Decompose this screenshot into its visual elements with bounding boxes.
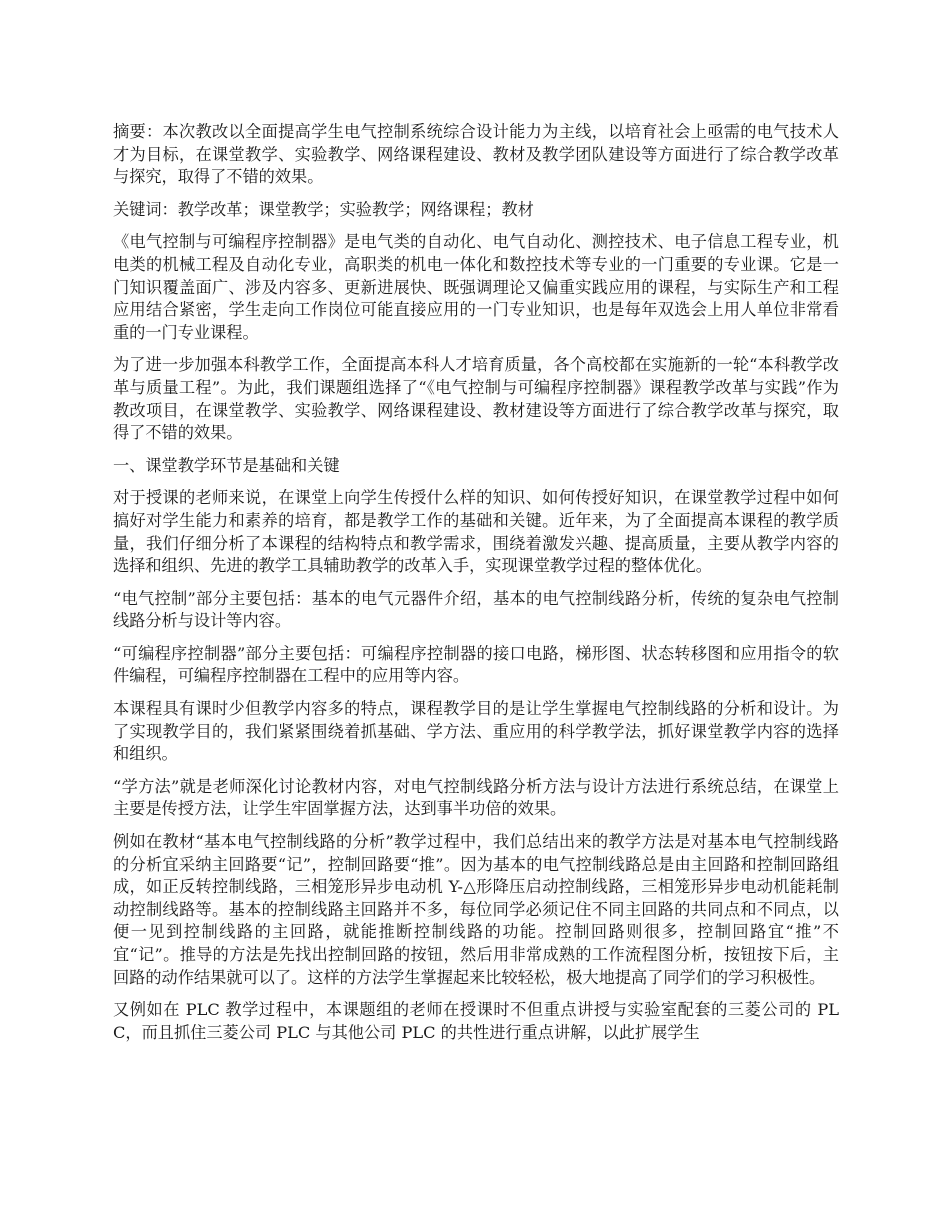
body-paragraph: “电气控制”部分主要包括：基本的电气元器件介绍，基本的电气控制线路分析，传统的复杂电气控制线路分析与设计等内容。 — [113, 588, 839, 631]
body-paragraph: 为了进一步加强本科教学工作，全面提高本科人才培育质量，各个高校都在实施新的一轮“本科教学改革与质量工程”。为此，我们课题组选择了“《电气控制与可编程序控制器》课程教学改革与实践”作为教改项目，在课堂教学、实验教学、网络课程建设、教材建设等方面进行了综合教学改革与探究，取得了不错的效果。 — [113, 355, 839, 443]
section-heading: 一、课堂教学环节是基础和关键 — [113, 455, 340, 475]
document-page — [113, 121, 839, 1054]
abstract-paragraph: 摘要：本次教改以全面提高学生电气控制系统综合设计能力为主线，以培育社会上亟需的电气技术人才为目标，在课堂教学、实验教学、网络课程建设、教材及教学团队建设等方面进行了综合教学改革与探究，取得了不错的效果。 — [113, 122, 839, 187]
body-paragraph: 例如在教材“基本电气控制线路的分析”教学过程中，我们总结出来的教学方法是对基本电气控制线路的分析宜采纳主回路要“记”，控制回路要“推”。因为基本的电气控制线路总是由主回路和控制回路组成，如正反转控制线路，三相笼形异步电动机 Y-△形降压启动控制线路，三相笼形异步电动机能耗制动控制线路等。基本的控制线路主回路并不多，每位同学必须记住不同主回路的共同点和不同点，以便一见到控制线路的主回路，就能推断控制线路的功能。控制回路则很多，控制回路宜“推”不宜“记”。推导的方法是先找出控制回路的按钮，然后用非常成熟的工作流程图分析，按钮按下后，主回路的动作结果就可以了。这样的方法学生掌握起来比较轻松，极大地提高了同学们的学习积极性。 — [113, 832, 839, 987]
keywords-paragraph: 关键词：教学改革；课堂教学；实验教学；网络课程；教材 — [113, 199, 534, 219]
body-paragraph: 本课程具有课时少但教学内容多的特点，课程教学目的是让学生掌握电气控制线路的分析和设计。为了实现教学目的，我们紧紧围绕着抓基础、学方法、重应用的科学教学法，抓好课堂教学内容的选择和组织。 — [113, 699, 839, 764]
body-paragraph: 《电气控制与可编程序控制器》是电气类的自动化、电气自动化、测控技术、电子信息工程专业，机电类的机械工程及自动化专业，高职类的机电一体化和数控技术等专业的一门重要的专业课。它是一门知识覆盖面广、涉及内容多、更新进展快、既强调理论又偏重实践应用的课程，与实际生产和工程应用结合紧密，学生走向工作岗位可能直接应用的一门专业知识，也是每年双选会上用人单位非常看重的一门专业课程。 — [113, 232, 839, 342]
body-paragraph: 对于授课的老师来说，在课堂上向学生传授什么样的知识、如何传授好知识，在课堂教学过程中如何搞好对学生能力和素养的培育，都是教学工作的基础和关键。近年来，为了全面提高本课程的教学质量，我们仔细分析了本课程的结构特点和教学需求，围绕着激发兴趣、提高质量，主要从教学内容的选择和组织、先进的教学工具辅助教学的改革入手，实现课堂教学过程的整体优化。 — [113, 488, 839, 576]
body-paragraph: “可编程序控制器”部分主要包括：可编程序控制器的接口电路，梯形图、状态转移图和应用指令的软件编程，可编程序控制器在工程中的应用等内容。 — [113, 643, 839, 686]
body-paragraph: “学方法”就是老师深化讨论教材内容，对电气控制线路分析方法与设计方法进行系统总结，在课堂上主要是传授方法，让学生牢固掌握方法，达到事半功倍的效果。 — [113, 776, 839, 819]
body-paragraph: 又例如在 PLC 教学过程中，本课题组的老师在授课时不但重点讲授与实验室配套的三菱公司的 PLC，而且抓住三菱公司 PLC 与其他公司 PLC 的共性进行重点讲解，以此扩展学生 — [113, 1000, 839, 1042]
